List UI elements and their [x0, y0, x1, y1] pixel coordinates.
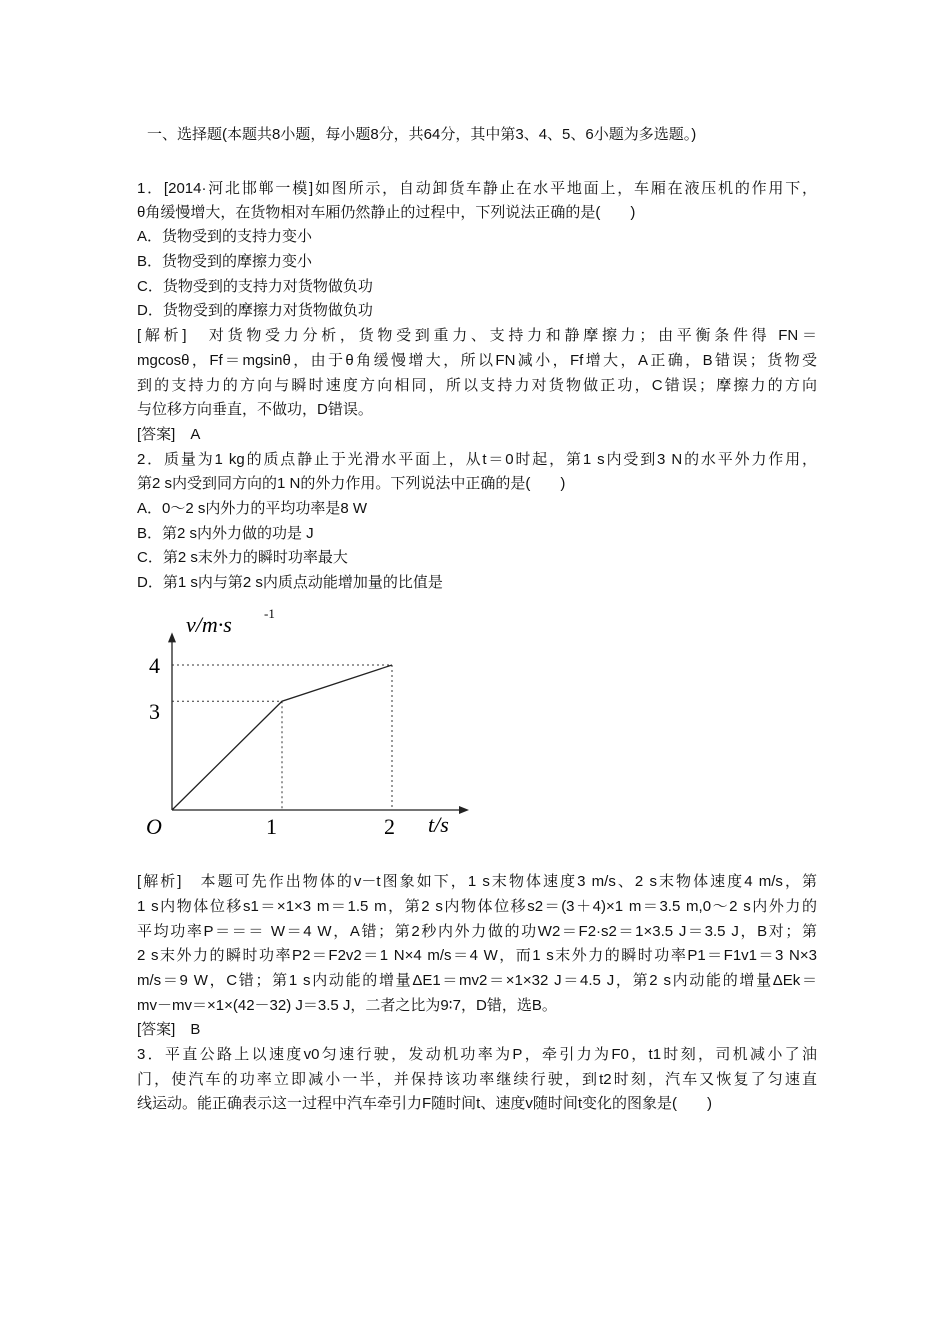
- answer: [答案] A: [137, 426, 201, 443]
- answer: [答案] B: [137, 1021, 201, 1038]
- option-a: A．0～2 s内外力的平均功率是8 W: [137, 500, 368, 517]
- y-axis-label-sup: -1: [264, 606, 275, 621]
- x-axis-label: t/s: [428, 812, 449, 837]
- question-text-line: 门，使汽车的功率立即减小一半，并保持该功率继续行驶，到t2时刻，汽车又恢复了匀速直: [137, 1071, 817, 1088]
- analysis-line: [解析] 对货物受力分析，货物受到重力、支持力和静摩擦力；由平衡条件得 FN＝: [137, 327, 817, 344]
- chart-marks: [168, 632, 469, 814]
- option-c: C．货物受到的支持力对货物做负功: [137, 278, 373, 295]
- analysis-line: 与位移方向垂直，不做功，D错误。: [137, 401, 373, 418]
- analysis-line: [解析] 本题可先作出物体的v－t图象如下，1 s末物体速度3 m/s、2 s末物体速度4 m/s，第: [137, 873, 817, 890]
- analysis-line: mv－mv＝×1×(42－32) J＝3.5 J，二者之比为9∶7，D错，选B。: [137, 997, 557, 1014]
- question-text-line: 3．平直公路上以速度v0匀速行驶，发动机功率为P，牵引力为F0，t1时刻，司机减小了油: [137, 1046, 817, 1063]
- option-a: A．货物受到的支持力变小: [137, 228, 313, 245]
- x-axis-arrow: [459, 806, 469, 814]
- question-text-line: θ角缓慢增大，在货物相对车厢仍然静止的过程中，下列说法正确的是( ): [137, 204, 636, 221]
- analysis-line: mgcosθ，Ff＝mgsinθ，由于θ角缓慢增大，所以FN减小，Ff增大，A正确，B错误；货物受: [137, 352, 817, 369]
- origin-label: O: [146, 814, 162, 839]
- question-text-line: 1．[2014·河北邯郸一模]如图所示，自动卸货车静止在水平地面上，车厢在液压机的作用下，: [137, 180, 817, 197]
- analysis-line: 平均功率P＝＝＝ W＝4 W，A错；第2秒内外力做的功W2＝F2·s2＝1×3.5 J＝3.5 J，B对；第: [137, 923, 817, 940]
- option-b: B．第2 s内外力做的功是 J: [137, 525, 314, 542]
- analysis-line: m/s＝9 W，C错；第1 s内动能的增量ΔE1＝mv2＝×1×32 J＝4.5 J，第2 s内动能的增量ΔEk＝: [137, 972, 817, 989]
- x-tick-label: 1: [266, 814, 277, 839]
- section-header: 一、选择题(本题共8小题，每小题8分，共64分，其中第3、4、5、6小题为多选题。): [147, 126, 697, 143]
- question-text-line: 线运动。能正确表示这一过程中汽车牵引力F随时间t、速度v随时间t变化的图象是( ): [137, 1095, 712, 1112]
- question-text-line: 2．质量为1 kg的质点静止于光滑水平面上，从t＝0时起，第1 s内受到3 N的水平外力作用，: [137, 451, 817, 468]
- y-tick-label: 4: [149, 653, 160, 678]
- y-axis-label: v/m·s: [186, 612, 232, 637]
- analysis-line: 到的支持力的方向与瞬时速度方向相同，所以支持力对货物做正功，C错误；摩擦力的方向: [137, 377, 817, 394]
- y-tick-label: 3: [149, 699, 160, 724]
- y-axis-arrow: [168, 632, 176, 642]
- option-b: B．货物受到的摩擦力变小: [137, 253, 313, 270]
- option-d: D．货物受到的摩擦力对货物做负功: [137, 302, 373, 319]
- question-text-line: 第2 s内受到同方向的1 N的外力作用。下列说法中正确的是( ): [137, 475, 566, 492]
- option-d: D．第1 s内与第2 s内质点动能增加量的比值是: [137, 574, 443, 591]
- option-c: C．第2 s末外力的瞬时功率最大: [137, 549, 348, 566]
- analysis-line: 2 s末外力的瞬时功率P2＝F2v2＝1 N×4 m/s＝4 W，而1 s末外力的瞬时功率P1＝F1v1＝3 N×3: [137, 947, 817, 964]
- x-tick-label: 2: [384, 814, 395, 839]
- vt-graph: [0, 600, 950, 860]
- analysis-line: 1 s内物体位移s1＝×1×3 m＝1.5 m，第2 s内物体位移s2＝(3＋4)×1 m＝3.5 m,0～2 s内外力的: [137, 898, 817, 915]
